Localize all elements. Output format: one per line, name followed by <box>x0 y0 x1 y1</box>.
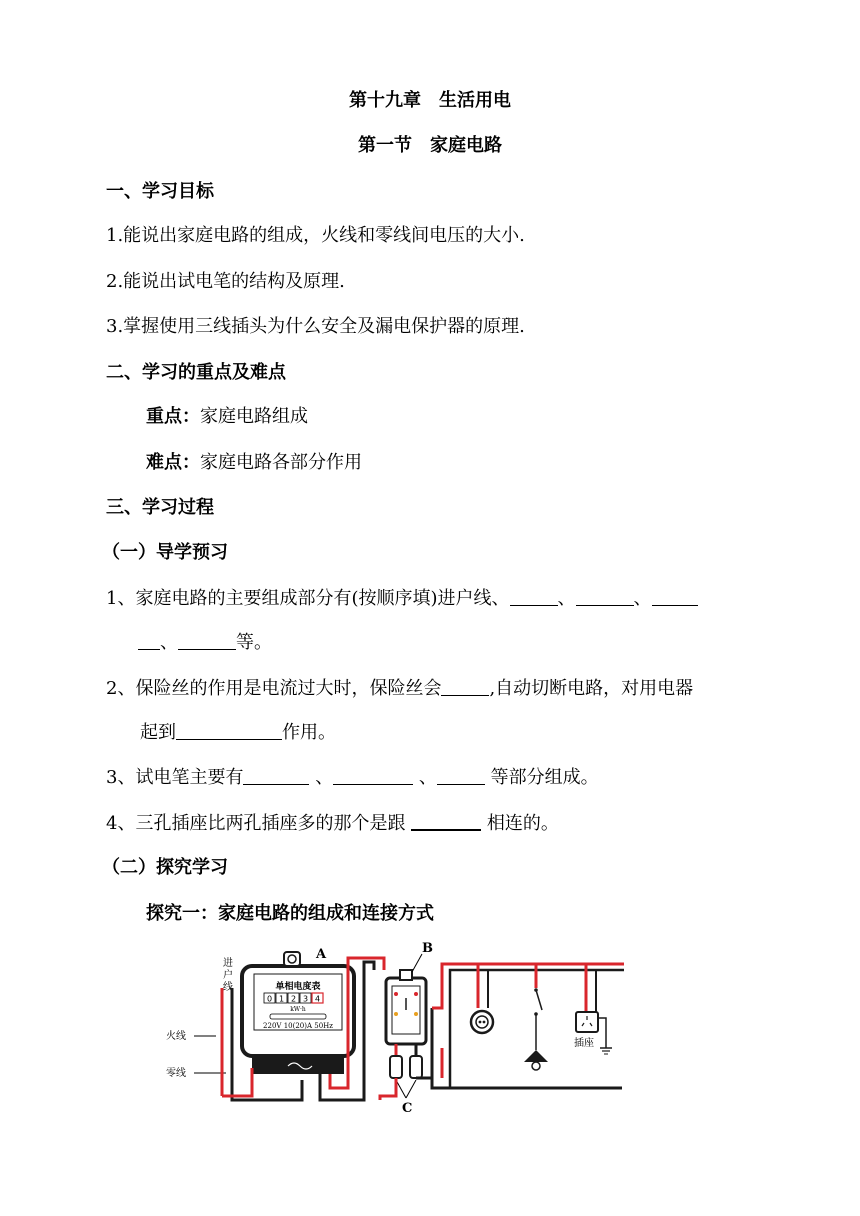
two-pin-outlet <box>471 1011 493 1033</box>
meter-digit: 0 <box>266 994 273 1004</box>
question-1-line1 <box>106 587 698 611</box>
answer-blank[interactable] <box>441 677 489 696</box>
separator: 、 <box>557 588 576 609</box>
electric-meter <box>242 952 354 1074</box>
chapter-title: 第十九章 生活用电 <box>349 90 511 111</box>
answer-blank[interactable] <box>510 587 558 606</box>
inquiry-1-title: 探究一：家庭电路的组成和连接方式 <box>146 903 434 924</box>
meter-digit: 2 <box>290 994 297 1004</box>
focus-text: 家庭电路组成 <box>200 406 308 427</box>
meter-rating: 220V 10(20)A 50Hz <box>263 1022 333 1030</box>
separator: 、 <box>315 767 334 788</box>
question-2-line2 <box>140 721 336 745</box>
meter-unit: kW·h <box>290 1006 306 1013</box>
live-to-meter <box>222 1068 252 1096</box>
label-a: A <box>316 947 327 962</box>
question-3 <box>106 766 599 790</box>
meter-digit: 4 <box>314 994 321 1004</box>
answer-blank[interactable] <box>411 811 481 831</box>
label-b-pointer <box>412 954 422 972</box>
difficulty-line <box>146 451 362 475</box>
question-1-end: 等。 <box>236 632 272 653</box>
question-4-end: 相连的。 <box>486 813 559 834</box>
question-4-text: 4、三孔插座比两孔插座多的那个是跟 <box>106 813 406 834</box>
three-pin-socket <box>576 1012 598 1032</box>
answer-blank[interactable] <box>176 721 282 740</box>
preview-heading: （一）导学预习 <box>102 542 228 563</box>
entry-line-label-2: 户 <box>223 970 233 981</box>
label-c: C <box>402 1101 413 1116</box>
question-1-line2 <box>138 631 272 655</box>
question-2-text-b: ,自动切断电路，对用电器 <box>489 678 694 699</box>
question-3-end: 等部分组成。 <box>490 767 599 788</box>
focus-line <box>146 405 308 429</box>
entry-line-label-3: 线 <box>223 982 233 993</box>
meter-digit: 3 <box>302 994 309 1004</box>
answer-blank[interactable] <box>178 631 236 650</box>
difficulty-label: 难点： <box>146 452 200 473</box>
entry-line-label-1: 进 <box>223 958 233 969</box>
goal-item-2: 2.能说出试电笔的结构及原理. <box>106 271 345 292</box>
answer-blank[interactable] <box>333 766 413 785</box>
household-circuit-diagram <box>160 938 630 1124</box>
fuse-live <box>390 1056 402 1078</box>
separator: 、 <box>633 588 652 609</box>
question-2-text-d: 作用。 <box>282 722 336 743</box>
answer-blank[interactable] <box>576 587 634 606</box>
earth-wire <box>598 1018 606 1048</box>
label-c-pointer <box>406 1080 416 1098</box>
explore-heading: （二）探究学习 <box>102 857 228 878</box>
meter-disc-window <box>270 1014 326 1019</box>
question-1-text: 1、家庭电路的主要组成部分有(按顺序填)进户线、 <box>106 588 510 609</box>
key-points-heading: 二、学习的重点及难点 <box>106 362 286 383</box>
separator: 、 <box>418 767 437 788</box>
live-after-fuse <box>380 1078 396 1100</box>
question-2-text-a: 2、保险丝的作用是电流过大时，保险丝会 <box>106 678 442 699</box>
neutral-wire-label: 零线 <box>166 1068 186 1079</box>
lamp-icon <box>524 1050 548 1070</box>
goals-heading: 一、学习目标 <box>106 181 214 202</box>
answer-blank[interactable] <box>243 766 309 785</box>
question-4 <box>106 811 559 836</box>
difficulty-text: 家庭电路各部分作用 <box>200 452 362 473</box>
live-wire-label: 火线 <box>166 1031 186 1042</box>
section-title: 第一节 家庭电路 <box>358 135 502 156</box>
focus-label: 重点： <box>146 406 200 427</box>
process-heading: 三、学习过程 <box>106 497 214 518</box>
label-b: B <box>422 941 433 956</box>
light-switch <box>534 988 542 1016</box>
neutral-bus-bottom <box>432 1078 622 1088</box>
ground-icon <box>600 1048 612 1054</box>
goal-item-3: 3.掌握使用三线插头为什么安全及漏电保护器的原理. <box>106 316 525 337</box>
separator: 、 <box>160 632 178 653</box>
meter-title: 单相电度表 <box>275 982 321 992</box>
question-2-text-c: 起到 <box>140 722 176 743</box>
socket-label: 插座 <box>574 1038 594 1049</box>
question-3-text: 3、试电笔主要有 <box>106 767 244 788</box>
answer-blank[interactable] <box>437 766 485 785</box>
goal-item-1: 1.能说出家庭电路的组成，火线和零线间电压的大小. <box>106 225 525 246</box>
fuse-box <box>386 970 426 1044</box>
answer-blank[interactable] <box>138 631 160 650</box>
question-2-line1 <box>106 677 693 701</box>
fuse-neutral <box>410 1056 422 1078</box>
answer-blank[interactable] <box>652 587 698 606</box>
meter-digit: 1 <box>278 994 285 1004</box>
